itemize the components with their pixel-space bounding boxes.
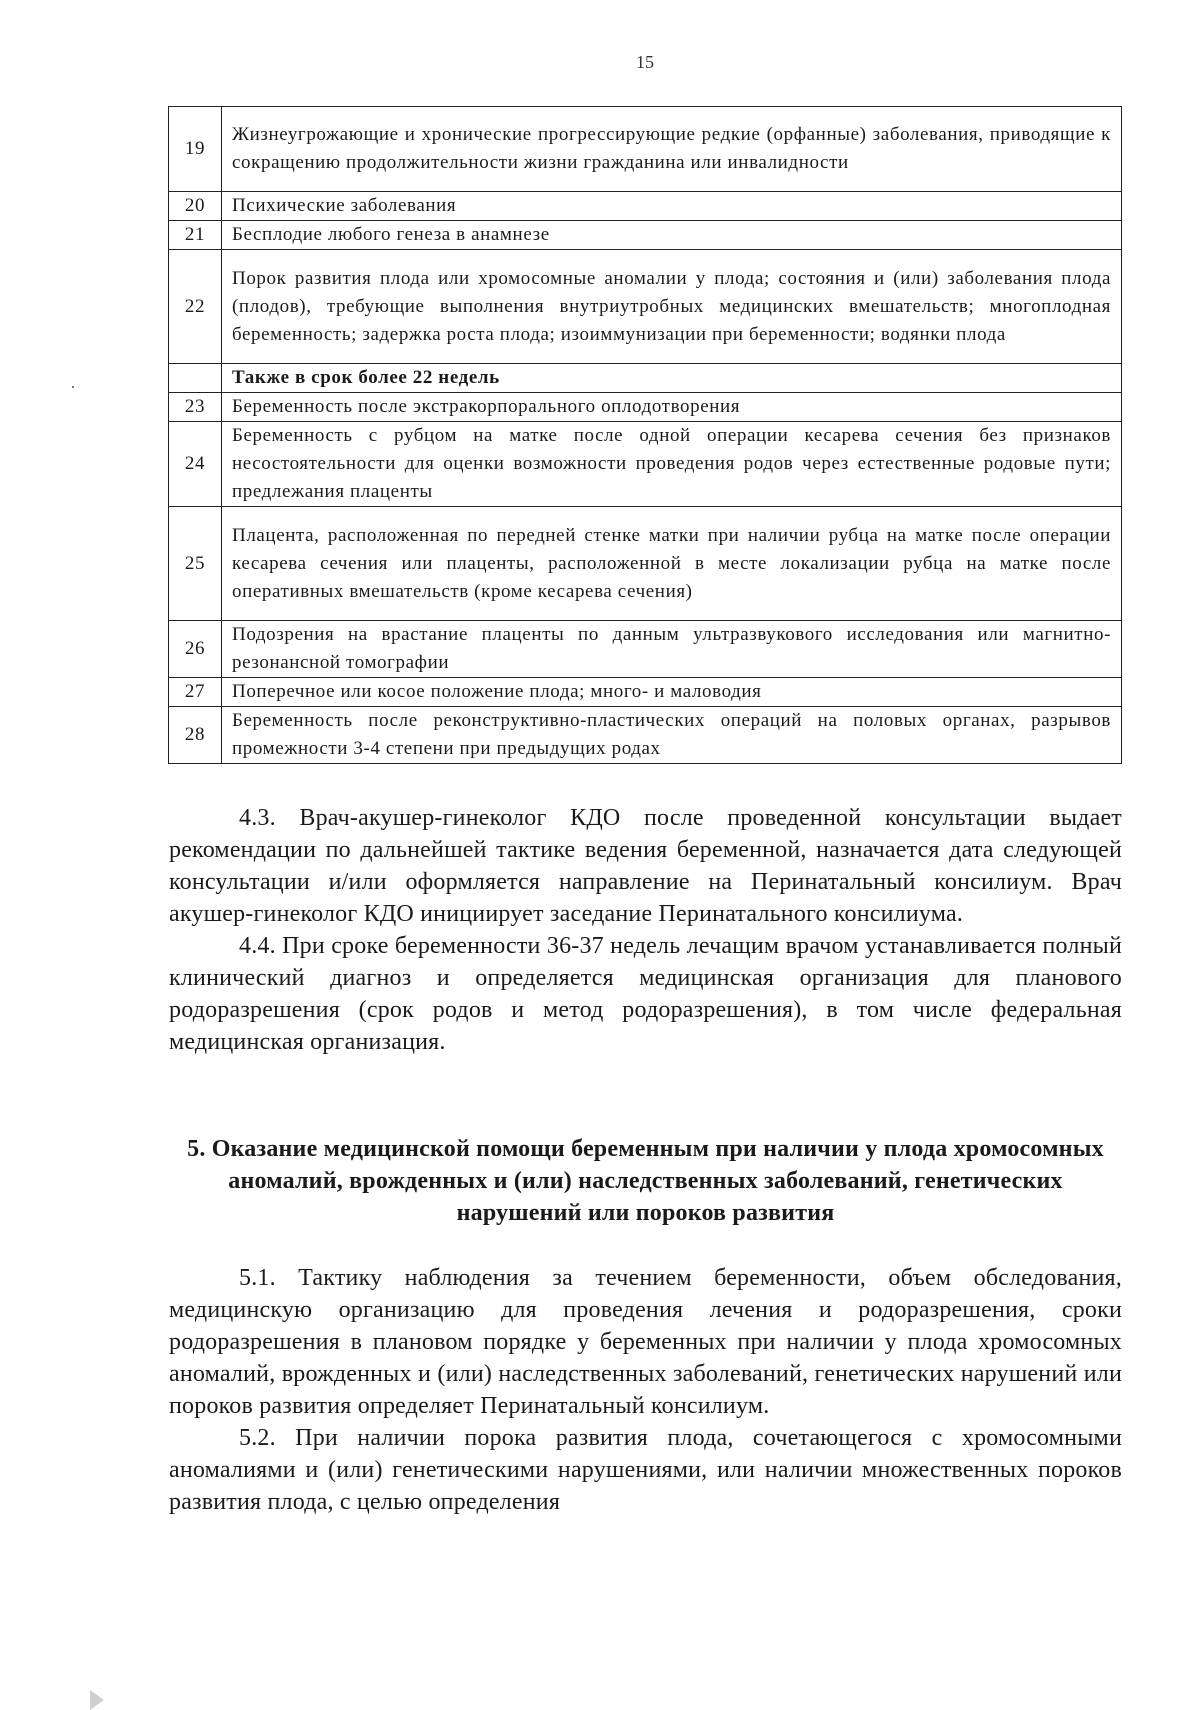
- table-row: [169, 678, 1122, 707]
- row-text: Беременность после экстракорпорального оплодотворения: [222, 393, 1122, 422]
- section-title: Также в срок более 22 недель: [222, 364, 1122, 393]
- table-row: [169, 221, 1122, 250]
- row-number: 26: [169, 621, 222, 678]
- row-text: Плацента, расположенная по передней стенке матки при наличии рубца на матке после операции кесарева сечения или плаценты, расположенной в месте локализации рубца на матке после оперативных вмешательств (кроме кесарева сечения): [222, 507, 1122, 621]
- paragraph-4-3: 4.3. Врач-акушер-гинеколог КДО после проведенной консультации выдает рекомендации по дальнейшей тактике ведения беременной, назначается дата следующей консультации и/или оформляется направление на Перинатальный консилиум. Врач акушер-гинеколог КДО инициирует заседание Перинатального консилиума.: [169, 805, 1122, 927]
- table-row: [169, 707, 1122, 764]
- row-text: Поперечное или косое положение плода; много- и маловодия: [222, 678, 1122, 707]
- table-section-row: [169, 364, 1122, 393]
- table-row: [169, 507, 1122, 621]
- scan-speck: [72, 386, 74, 388]
- table-row: [169, 621, 1122, 678]
- row-text: Жизнеугрожающие и хронические прогрессирующие редкие (орфанные) заболевания, приводящие к сокращению продолжительности жизни гражданина или инвалидности: [222, 107, 1122, 192]
- paragraph-5-2: 5.2. При наличии порока развития плода, сочетающегося с хромосомными аномалиями и (или) генетическими нарушениями, или наличии множественных пороков развития плода, с целью определения: [169, 1425, 1122, 1515]
- row-number: 24: [169, 422, 222, 507]
- section-5-heading: 5. Оказание медицинской помощи беременным при наличии у плода хромосомных аномалий, врожденных и (или) наследственных заболеваний, генетических нарушений или пороков развития: [187, 1136, 1104, 1226]
- section-4-paragraphs: [169, 802, 1122, 1058]
- row-number: 22: [169, 250, 222, 364]
- row-text: Порок развития плода или хромосомные аномалии у плода; состояния и (или) заболевания плода (плодов), требующие выполнения внутриутробных медицинских вмешательств; многоплодная беременность; задержка роста плода; изоиммунизации при беременности; водянки плода: [222, 250, 1122, 364]
- table-row: [169, 107, 1122, 192]
- row-number: 20: [169, 192, 222, 221]
- section-5-paragraphs: [169, 1262, 1122, 1518]
- row-text: Беременность после реконструктивно-пластических операций на половых органах, разрывов промежности 3-4 степени при предыдущих родах: [222, 707, 1122, 764]
- row-number: 23: [169, 393, 222, 422]
- row-number: 21: [169, 221, 222, 250]
- scan-corner-mark: [90, 1690, 104, 1710]
- row-number: 28: [169, 707, 222, 764]
- row-number: 27: [169, 678, 222, 707]
- row-text: Бесплодие любого генеза в анамнезе: [222, 221, 1122, 250]
- row-text: Подозрения на врастание плаценты по данным ультразвукового исследования или магнитно-резонансной томографии: [222, 621, 1122, 678]
- row-number: 25: [169, 507, 222, 621]
- row-text: Психические заболевания: [222, 192, 1122, 221]
- table-row: [169, 393, 1122, 422]
- table-row: [169, 192, 1122, 221]
- row-number: [169, 364, 222, 393]
- page-number: 15: [636, 52, 654, 72]
- paragraph-5-1: 5.1. Тактику наблюдения за течением беременности, объем обследования, медицинскую организацию для проведения лечения и родоразрешения, сроки родоразрешения в плановом порядке у беременных при наличии у плода хромосомных аномалий, врожденных и (или) наследственных заболеваний, генетических нарушений или пороков развития определяет Перинатальный консилиум.: [169, 1265, 1122, 1419]
- row-number: 19: [169, 107, 222, 192]
- row-text: Беременность с рубцом на матке после одной операции кесарева сечения без признаков несостоятельности для оценки возможности проведения родов через естественные родовые пути; предлежания плаценты: [222, 422, 1122, 507]
- criteria-table: [168, 106, 1122, 764]
- table-row: [169, 422, 1122, 507]
- table-row: [169, 250, 1122, 364]
- paragraph-4-4: 4.4. При сроке беременности 36-37 недель лечащим врачом устанавливается полный клинический диагноз и определяется медицинская организация для планового родоразрешения (срок родов и метод родоразрешения), в том числе федеральная медицинская организация.: [169, 933, 1122, 1055]
